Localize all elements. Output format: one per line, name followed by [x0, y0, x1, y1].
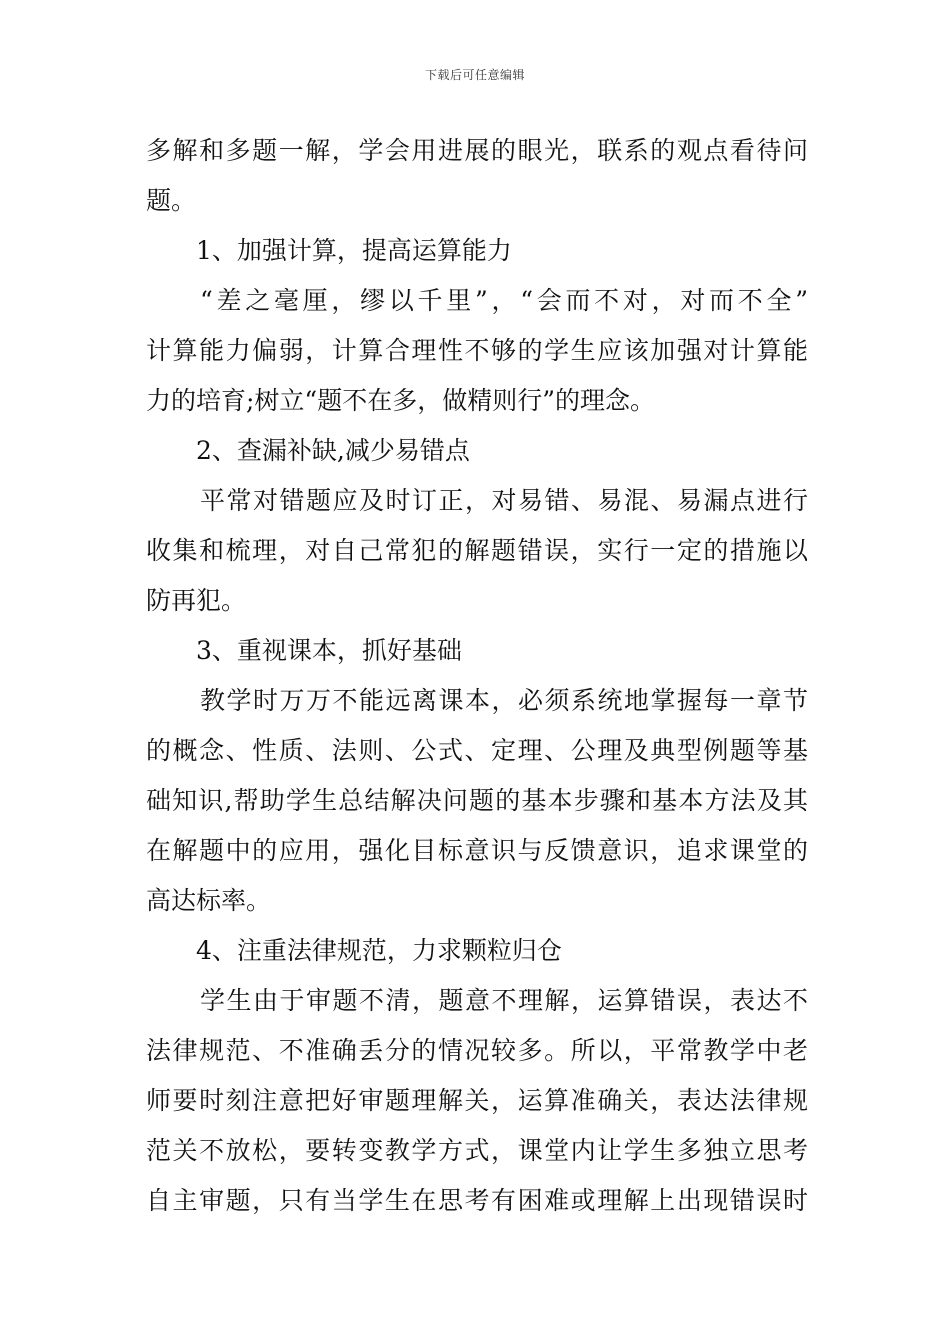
paragraph-line: 的概念、性质、法则、公式、定理、公理及典型例题等基 [146, 736, 808, 765]
paragraph-line: “差之毫厘，缪以千里”，“会而不对，对而不全” [200, 286, 808, 315]
paragraph-line: 平常对错题应及时订正，对易错、易混、易漏点进行 [200, 486, 808, 515]
paragraph-line: 高达标率。 [146, 886, 272, 915]
paragraph-line: 师要时刻注意把好审题理解关，运算准确关，表达法律规 [146, 1086, 808, 1115]
paragraph-line: 学生由于审题不清，题意不理解，运算错误，表达不 [200, 986, 808, 1015]
document-body [146, 126, 808, 1226]
paragraph-line: 力的培育;树立“题不在多，做精则行”的理念。 [146, 386, 655, 415]
paragraph-line: 计算能力偏弱，计算合理性不够的学生应该加强对计算能 [146, 336, 808, 365]
section-heading: 2、查漏补缺,减少易错点 [196, 436, 470, 465]
paragraph-line: 法律规范、不准确丢分的情况较多。所以，平常教学中老 [146, 1036, 808, 1065]
page-header: 下载后可任意编辑 [424, 68, 525, 82]
paragraph-line: 收集和梳理，对自己常犯的解题错误，实行一定的措施以 [146, 536, 808, 565]
paragraph-line: 防再犯。 [146, 586, 247, 615]
section-heading: 1、加强计算，提高运算能力 [196, 236, 512, 265]
paragraph-line: 题。 [146, 186, 197, 215]
paragraph-line: 多解和多题一解，学会用进展的眼光，联系的观点看待问 [146, 136, 808, 165]
paragraph-line: 在解题中的应用，强化目标意识与反馈意识，追求课堂的 [146, 836, 808, 865]
paragraph-line: 础知识,帮助学生总结解决问题的基本步骤和基本方法及其 [146, 786, 808, 815]
section-heading: 3、重视课本，抓好基础 [196, 636, 462, 665]
paragraph-line: 范关不放松，要转变教学方式，课堂内让学生多独立思考 [146, 1136, 808, 1165]
paragraph-line: 自主审题，只有当学生在思考有困难或理解上出现错误时 [146, 1186, 808, 1215]
paragraph-line: 教学时万万不能远离课本，必须系统地掌握每一章节 [200, 686, 808, 715]
section-heading: 4、注重法律规范，力求颗粒归仓 [196, 936, 562, 965]
